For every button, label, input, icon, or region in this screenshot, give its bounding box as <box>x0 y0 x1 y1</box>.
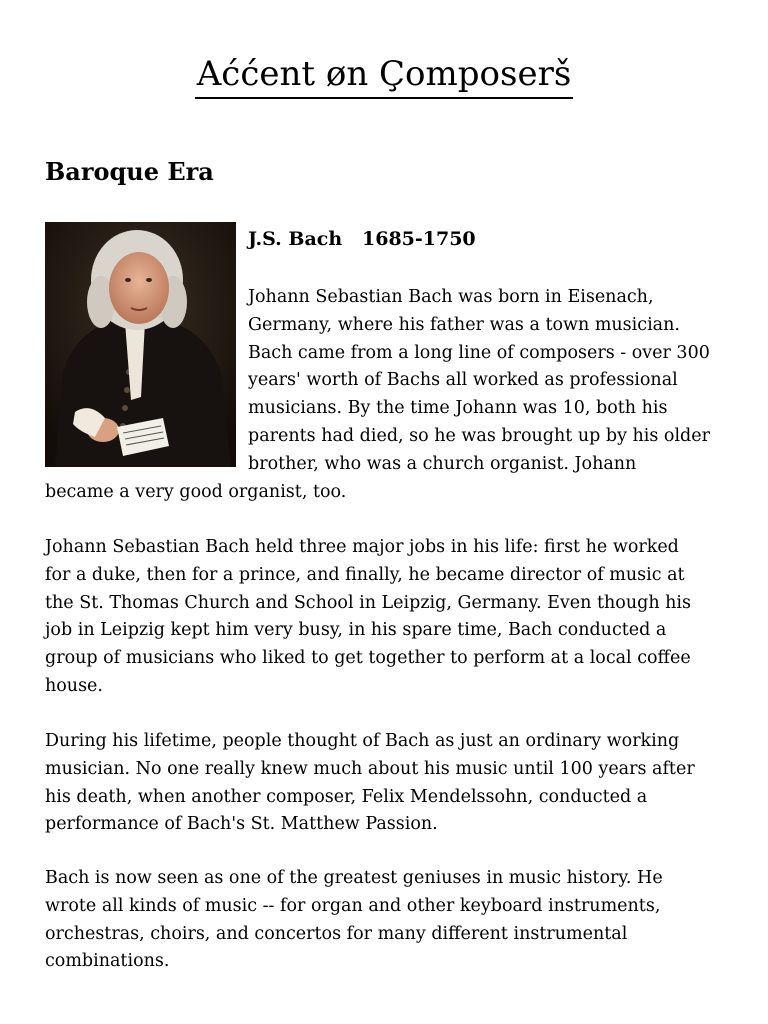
biography-paragraph-wrapped <box>248 284 728 479</box>
composer-name-dates: J.S. Bach 1685-1750 <box>248 228 476 250</box>
paragraph-line: Johann Sebastian Bach held three major jobs in his life: first he worked <box>45 537 679 557</box>
paragraph-line: parents had died, so he was brought up by his older <box>248 425 710 446</box>
page-title <box>0 52 768 99</box>
lifetime-paragraph <box>45 728 735 839</box>
paragraph-line: During his lifetime, people thought of Bach as just an ordinary working <box>45 731 680 751</box>
paragraph-line: brother, who was a church organist. Johann <box>248 453 637 474</box>
paragraph-line: Bach is now seen as one of the greatest geniuses in music history. He <box>45 868 663 888</box>
jobs-paragraph <box>45 534 735 701</box>
paragraph-line: combinations. <box>45 951 170 972</box>
paragraph-line: the St. Thomas Church and School in Leipzig, Germany. Even though his <box>45 592 691 613</box>
portrait-icon <box>45 222 236 467</box>
paragraph-line: orchestras, choirs, and concertos for many different instrumental <box>45 923 628 944</box>
legacy-paragraph <box>45 865 735 976</box>
page-title-text: Aććent øn Çomposerš <box>195 52 574 99</box>
paragraph-line: musician. No one really knew much about his music until 100 years after <box>45 758 695 779</box>
section-heading: Baroque Era <box>45 157 214 186</box>
paragraph-line: group of musicians who liked to get together to perform at a local coffee <box>45 648 691 669</box>
paragraph-line: Germany, where his father was a town musician. <box>248 314 680 335</box>
biography-paragraph-continuation <box>45 479 735 507</box>
paragraph-line: became a very good organist, too. <box>45 482 347 502</box>
paragraph-line: performance of Bach's St. Matthew Passion. <box>45 814 438 835</box>
paragraph-line: job in Leipzig kept him very busy, in his spare time, Bach conducted a <box>45 620 667 641</box>
paragraph-line: house. <box>45 675 103 696</box>
bach-portrait-image <box>45 222 236 467</box>
paragraph-line: wrote all kinds of music -- for organ and other keyboard instruments, <box>45 895 661 916</box>
paragraph-line: Bach came from a long line of composers - over 300 <box>248 342 710 363</box>
paragraph-line: years' worth of Bachs all worked as professional <box>248 370 678 391</box>
paragraph-line: Johann Sebastian Bach was born in Eisenach, <box>248 287 654 307</box>
paragraph-line: for a duke, then for a prince, and finally, he became director of music at <box>45 564 685 585</box>
paragraph-line: musicians. By the time Johann was 10, both his <box>248 398 668 419</box>
paragraph-line: his death, when another composer, Felix Mendelssohn, conducted a <box>45 786 648 807</box>
